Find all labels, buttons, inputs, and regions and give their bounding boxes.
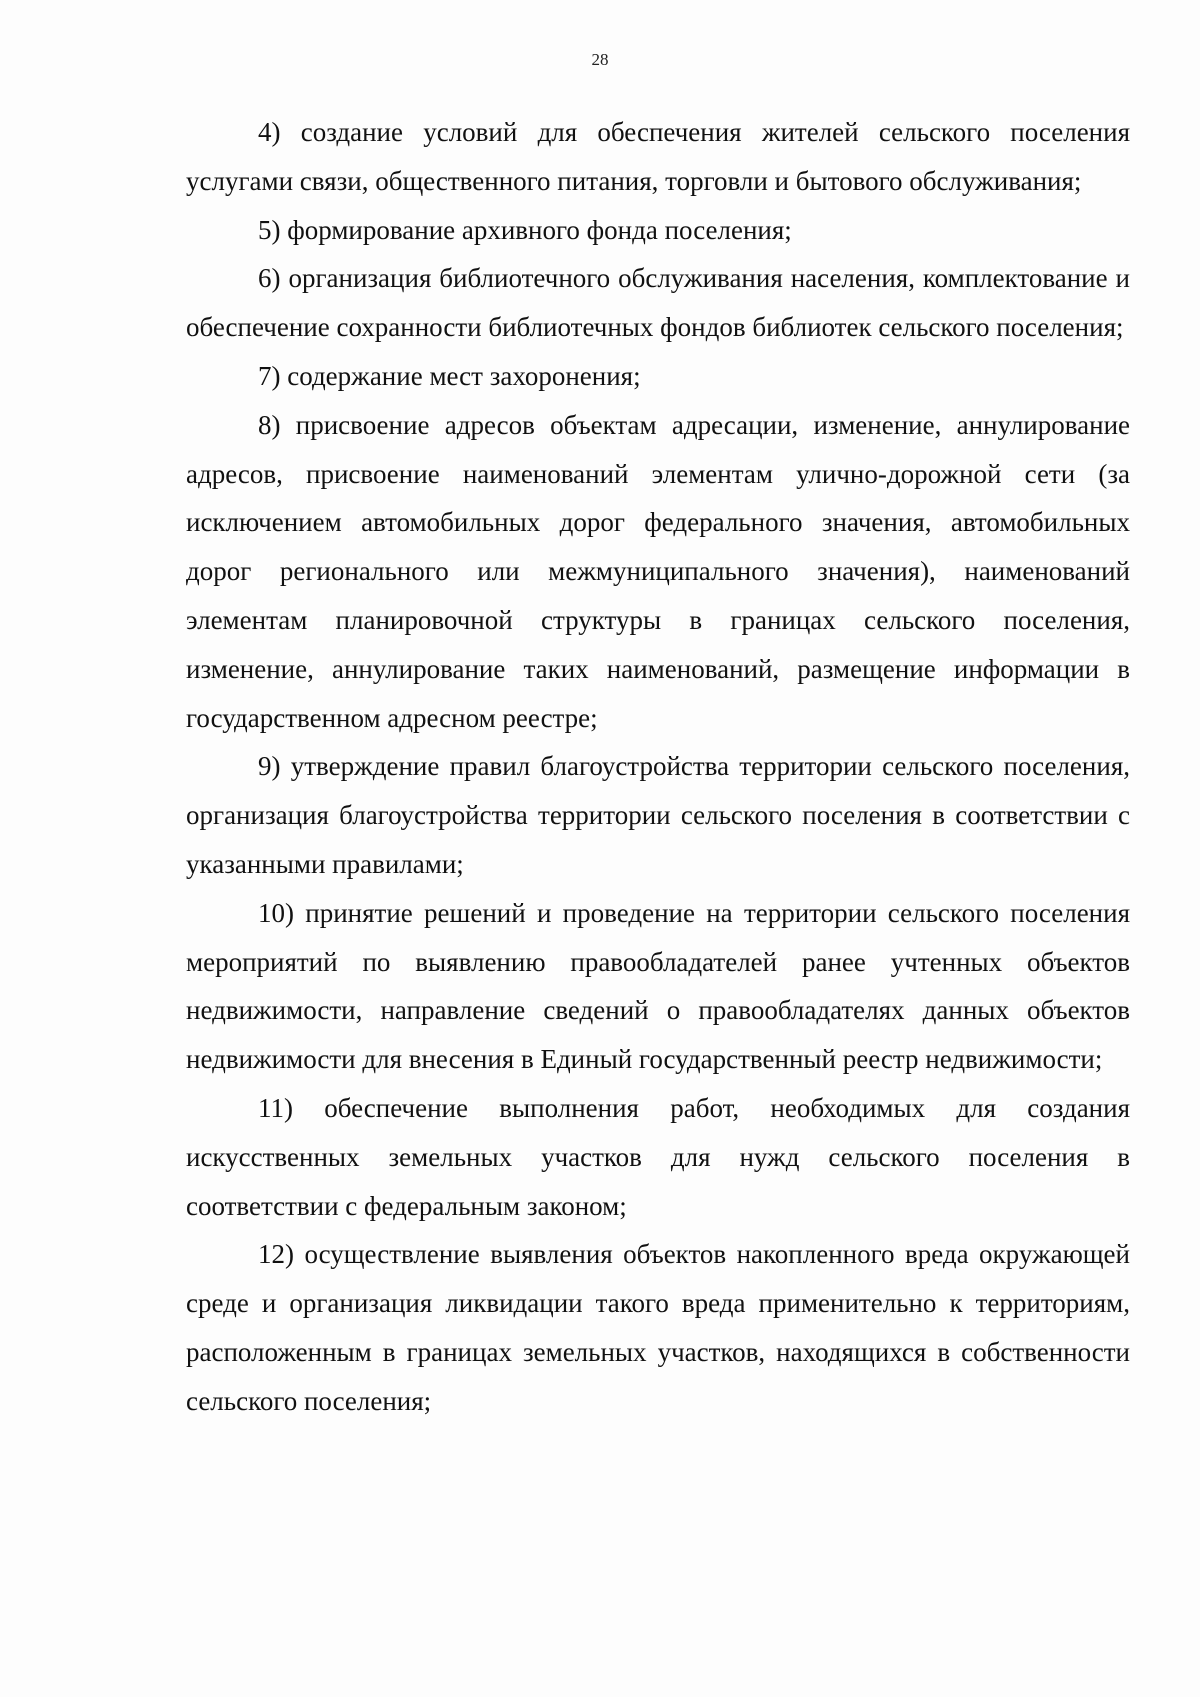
paragraph-item-4: 4) создание условий для обеспечения жителей сельского поселения услугами связи, общественного питания, торговли и бытового обслуживания; xyxy=(186,117,1130,196)
document-body xyxy=(186,108,1130,1426)
paragraph-item-6: 6) организация библиотечного обслуживания населения, комплектование и обеспечение сохранности библиотечных фондов библиотек сельского поселения; xyxy=(186,263,1130,343)
page-number: 28 xyxy=(591,50,609,69)
paragraph-item-9: 9) утверждение правил благоустройства территории сельского поселения, организация благоустройства территории сельского поселения в соответствии с указанными правилами; xyxy=(186,751,1130,879)
paragraph-item-11: 11) обеспечение выполнения работ, необходимых для создания искусственных земельных участков для нужд сельского поселения в соответствии с федеральным законом; xyxy=(186,1092,1130,1221)
paragraph-item-12: 12) осуществление выявления объектов накопленного вреда окружающей среде и организация ликвидации такого вреда применительно к территориям, расположенным в границах земельных участков, находящихся в собственности сельского поселения; xyxy=(186,1239,1130,1416)
paragraph-item-8: 8) присвоение адресов объектам адресации, изменение, аннулирование адресов, присвоение наименований элементам улично-дорожной сети (за исключением автомобильных дорог федерального значения, автомобильных дорог регионального или межмуниципального значения), наименований элементам планировочной структуры в границах сельского поселения, изменение, аннулирование таких наименований, размещение информации в государственном адресном реестре; xyxy=(186,409,1130,733)
paragraph-item-10: 10) принятие решений и проведение на территории сельского поселения мероприятий по выявлению правообладателей ранее учтенных объектов недвижимости, направление сведений о правообладателях данных объектов недвижимости для внесения в Единый государственный реестр недвижимости; xyxy=(186,897,1130,1075)
paragraph-item-5: 5) формирование архивного фонда поселения; xyxy=(258,214,792,245)
paragraph-item-7: 7) содержание мест захоронения; xyxy=(258,360,641,391)
